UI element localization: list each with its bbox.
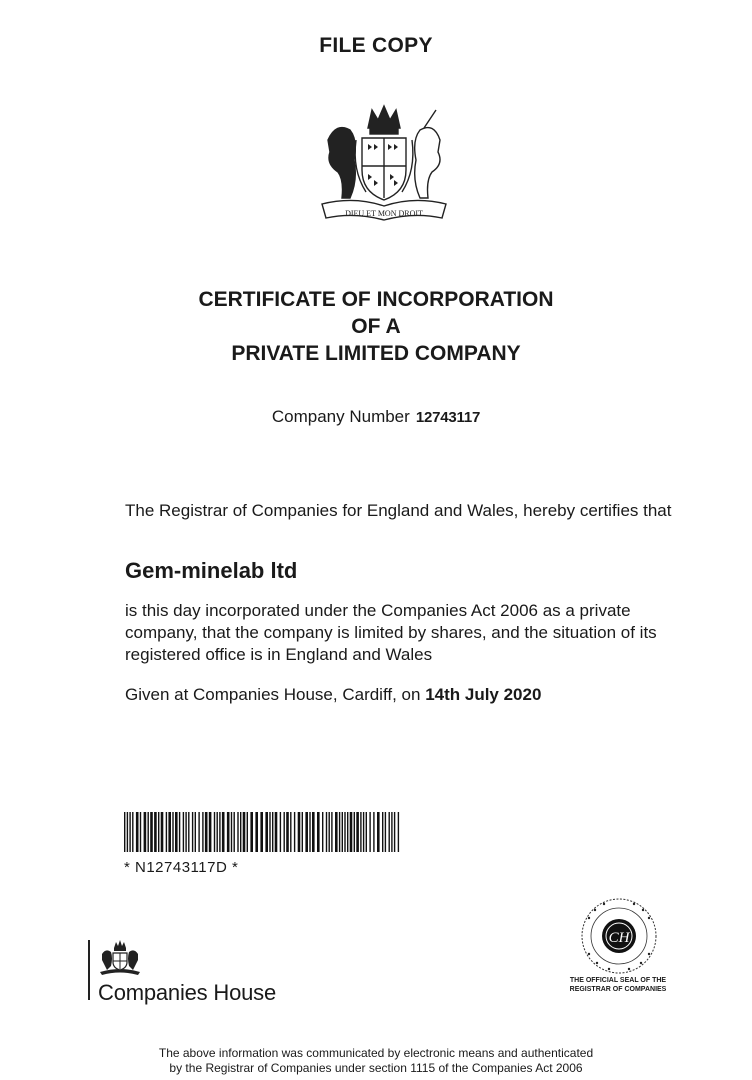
barcode-bar: [132, 812, 133, 852]
barcode-bar: [168, 812, 171, 852]
title-line-2: OF A: [351, 315, 401, 338]
barcode-bar: [354, 812, 355, 852]
barcode-bar: [198, 812, 199, 852]
seal-caption: [548, 976, 688, 994]
barcode-bar: [247, 812, 248, 852]
barcode-bar: [350, 812, 353, 852]
barcode-bar: [158, 812, 159, 852]
title-line-1: CERTIFICATE OF INCORPORATION: [198, 288, 554, 311]
barcode-bar: [148, 812, 149, 852]
barcode-bar: [298, 812, 301, 852]
incorporation-statement: is this day incorporated under the Companies Act 2006 as a private company, that the company is limited by shares, and the situation of its registered office is in England and Wales: [125, 601, 657, 664]
company-name: Gem-minelab ltd: [125, 558, 298, 583]
barcode-bar: [331, 812, 332, 852]
barcode-bar: [305, 812, 308, 852]
company-number-value: 12743117: [415, 409, 481, 426]
barcode-bar: [360, 812, 361, 852]
barcode-bar: [166, 812, 167, 852]
barcode-bar: [394, 812, 395, 852]
barcode-bar: [382, 812, 383, 852]
barcode-bar: [391, 812, 392, 852]
logo-divider: [88, 940, 90, 1000]
barcode-bar: [326, 812, 327, 852]
barcode-bar: [322, 812, 323, 852]
barcode-bar: [385, 812, 386, 852]
svg-text:DIEU ET MON DROIT: DIEU ET MON DROIT: [345, 209, 423, 218]
barcode-bar: [175, 812, 178, 852]
given-date: 14th July 2020: [425, 685, 542, 704]
barcode-bar: [219, 812, 220, 852]
barcode-bar: [237, 812, 238, 852]
barcode-bar: [234, 812, 235, 852]
barcode-bar: [272, 812, 273, 852]
barcode-bar: [347, 812, 348, 852]
company-number-row: [0, 407, 752, 427]
barcode-bar: [344, 812, 345, 852]
barcode-bar: [243, 812, 246, 852]
svg-text:CH: CH: [608, 930, 630, 946]
barcode-bar: [124, 812, 125, 852]
barcode-bar: [195, 812, 196, 852]
barcode-bar: [161, 812, 164, 852]
authentication-note-line-1: The above information was communicated by electronic means and authenticated: [158, 1046, 594, 1060]
barcode-bar: [250, 812, 253, 852]
title-line-3: PRIVATE LIMITED COMPANY: [231, 342, 521, 365]
barcode-bar: [373, 812, 374, 852]
barcode-bar: [205, 812, 208, 852]
crown-crest-icon: [98, 940, 142, 976]
barcode-bar: [214, 812, 215, 852]
barcode-bar: [179, 812, 180, 852]
barcode-graphic: [124, 812, 400, 852]
barcode-bar: [389, 812, 390, 852]
barcode-bar: [265, 812, 268, 852]
barcode-bar: [309, 812, 310, 852]
barcode-bar: [284, 812, 285, 852]
barcode-bar: [144, 812, 147, 852]
barcode-bar: [339, 812, 340, 852]
seal-caption-line-1: THE OFFICIAL SEAL OF THE: [569, 977, 667, 984]
barcode-bar: [286, 812, 289, 852]
barcode-bar: [140, 812, 141, 852]
barcode-text: * N12743117D *: [124, 859, 239, 876]
royal-coat-of-arms-icon: [314, 100, 454, 224]
barcode-bar: [377, 812, 380, 852]
barcode-bar: [398, 812, 399, 852]
barcode-bar: [302, 812, 303, 852]
barcode-bar: [329, 812, 330, 852]
barcode-bar: [363, 812, 364, 852]
seal-caption-line-2: REGISTRAR OF COMPANIES: [569, 986, 667, 993]
registrar-seal-icon: [569, 896, 669, 976]
barcode-bar: [129, 812, 130, 852]
barcode-bar: [275, 812, 278, 852]
barcode-bar: [192, 812, 193, 852]
barcode-bar: [209, 812, 212, 852]
barcode-bar: [369, 812, 370, 852]
barcode-bar: [317, 812, 320, 852]
barcode-bar: [136, 812, 139, 852]
barcode-bar: [290, 812, 291, 852]
barcode-bar: [227, 812, 230, 852]
barcode-bar: [280, 812, 281, 852]
barcode-bar: [185, 812, 186, 852]
companies-house-logo-text: Companies House: [98, 980, 276, 1005]
barcode-bar: [231, 812, 232, 852]
certify-statement: The Registrar of Companies for England and Wales, hereby certifies that: [125, 501, 672, 520]
barcode-bar: [269, 812, 270, 852]
barcode-bar: [366, 812, 367, 852]
company-number-label: Company Number: [271, 407, 410, 426]
authentication-note-line-2: by the Registrar of Companies under section 1115 of the Companies Act 2006: [169, 1061, 583, 1075]
barcode-bar: [150, 812, 153, 852]
barcode-bar: [335, 812, 338, 852]
barcode-bar: [260, 812, 263, 852]
barcode-bar: [154, 812, 157, 852]
file-copy-heading: FILE COPY: [319, 34, 433, 57]
barcode-bar: [342, 812, 343, 852]
barcode-bar: [183, 812, 184, 852]
barcode-bar: [312, 812, 315, 852]
barcode-bar: [217, 812, 218, 852]
authentication-note: [0, 1046, 752, 1076]
given-prefix: Given at Companies House, Cardiff, on: [125, 685, 421, 704]
barcode-bar: [255, 812, 258, 852]
barcode-bar: [172, 812, 173, 852]
barcode-bar: [127, 812, 128, 852]
barcode-bar: [294, 812, 295, 852]
certificate-title: [0, 286, 752, 367]
given-statement: [125, 684, 700, 706]
barcode-bar: [222, 812, 225, 852]
barcode-bar: [202, 812, 203, 852]
barcode-bar: [188, 812, 189, 852]
barcode-bar: [356, 812, 359, 852]
barcode-bar: [240, 812, 241, 852]
